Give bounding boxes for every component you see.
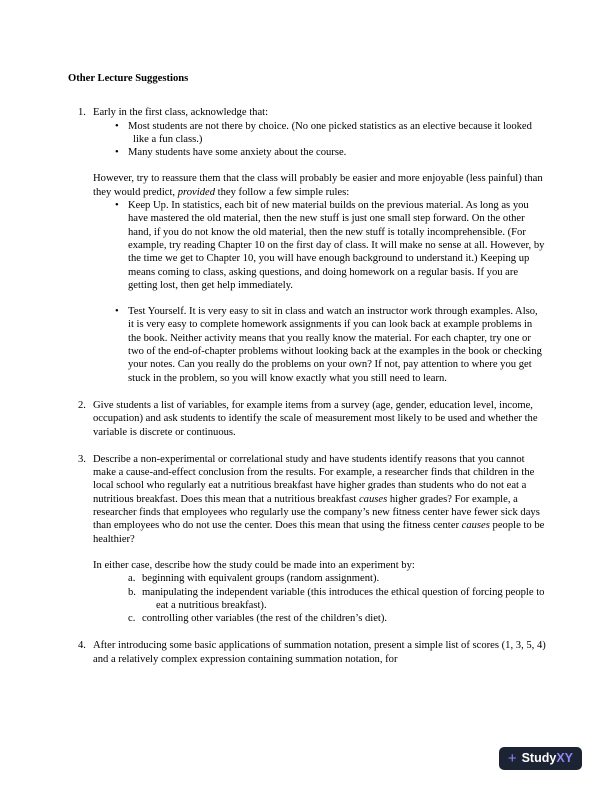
text-segment-italic: provided <box>177 186 215 198</box>
text-segment-italic: causes <box>461 520 490 532</box>
lettered-list <box>128 572 546 625</box>
text-segment: people to be healthier? <box>93 520 545 545</box>
list-item-3-content <box>93 453 546 626</box>
page-title: Other Lecture Suggestions <box>68 73 189 84</box>
bullet-text: Test Yourself. It is very easy to sit in class and watch an instructor work through examples. Also, it is very easy to complete homework assignments if you can look back at example problems in the book. Neither activity means that you really know the material. For each chapter, try one or two of the end-of-chapter problems without looking back at the examples in the book or checking your notes. Can you really do the problems on your own? If not, pay attention to where you get stuck in the problem, so you will know exactly what you still need to learn. <box>128 306 542 384</box>
bullet-marker: • <box>115 200 119 212</box>
list-number-4: 4. <box>78 640 86 652</box>
logo-text-study: Study <box>521 750 557 765</box>
plus-icon: + <box>507 750 517 767</box>
lettered-item-text: beginning with equivalent groups (random assignment). <box>142 573 380 585</box>
lettered-item-text: manipulating the independent variable (this introduces the ethical question of forcing people to eat a nutritious breakfast). <box>142 586 545 611</box>
bullet-list-acknowledge <box>93 120 546 160</box>
bullet-list-rules <box>93 199 546 385</box>
bullet-marker: • <box>115 306 119 318</box>
list-item-2-content <box>93 399 546 439</box>
lettered-item-a <box>128 572 546 585</box>
lettered-item-label: b. <box>128 586 136 598</box>
list-item-4-content <box>93 639 546 666</box>
bullet-item <box>115 120 546 147</box>
bullet-item-keep-up <box>115 199 546 292</box>
list-item-4 <box>68 639 546 666</box>
list-number-1: 1. <box>78 107 86 119</box>
bullet-text: Keep Up. In statistics, each bit of new material builds on the previous material. As long as you have mastered the old material, then the new stuff is just one small step forward. On the other hand, if you do not know the old material, then the new stuff is totally incomprehensible. (For example, try reading Chapter 10 on the first day of class. It will make no sense at all. However, by the time we get to Chapter 10, you will have enough background to understand it.) Keeping up means coming to class, asking questions, and doing homework on a regular basis. If you are getting lost, then get help immediately. <box>128 200 545 291</box>
item2-text: Give students a list of variables, for example items from a survey (age, gender, education level, income, occupation) and ask students to identify the scale of measurement most likely to be used and whether the variable is discrete or continuous. <box>93 399 538 438</box>
list-item-1-content <box>93 106 546 385</box>
list-item-3 <box>68 453 546 626</box>
text-segment-italic: causes <box>358 493 388 505</box>
text-segment: higher grades? For example, a researcher finds that employees who regularly use the company’s new fitness center have fewer sick days than employees who do not use the center. Does this mean that using the fitness center <box>93 493 540 532</box>
bullet-text: Many students have some anxiety about the course. <box>128 147 347 159</box>
logo-text <box>522 752 573 765</box>
list-item-1 <box>68 106 546 385</box>
bullet-marker: • <box>115 120 119 132</box>
list-item-2 <box>68 399 546 439</box>
text-segment: However, try to reassure them that the class will probably be easier and more enjoyable (less painful) than they would predict, <box>93 173 543 198</box>
text-segment: Describe a non-experimental or correlational study and have students identify reasons that you cannot make a cause-and-effect conclusion from the results. For example, a researcher finds that children in the local school who regularly eat a nutritious breakfast have higher grades than students who do not eat a nutritious breakfast. Does this mean that a nutritious breakfast <box>93 453 535 505</box>
item1-intro: Early in the first class, acknowledge that: <box>93 107 269 119</box>
text-segment: they follow a few simple rules: <box>215 186 350 198</box>
bullet-text: Most students are not there by choice. (No one picked statistics as an elective because it looked like a fun class.) <box>128 120 532 145</box>
bullet-item-test-yourself <box>115 305 546 385</box>
item3-either-case: In either case, describe how the study could be made into an experiment by: <box>93 559 415 571</box>
list-number-3: 3. <box>78 453 86 465</box>
lettered-item-text: controlling other variables (the rest of the children’s diet). <box>142 613 388 625</box>
studyxy-logo <box>499 747 582 770</box>
item3-paragraph <box>93 453 546 546</box>
item1-reassure-paragraph <box>93 172 546 199</box>
bullet-marker: • <box>115 147 119 159</box>
lettered-item-label: a. <box>128 573 136 585</box>
lettered-item-b <box>128 586 546 613</box>
lettered-item-c <box>128 612 546 625</box>
list-number-2: 2. <box>78 399 86 411</box>
lettered-item-label: c. <box>128 613 136 625</box>
bullet-item <box>115 146 546 159</box>
logo-text-xy: XY <box>556 750 573 765</box>
item4-text: After introducing some basic applications of summation notation, present a simple list of scores (1, 3, 5, 4) and a relatively complex expression containing summation notation, for <box>93 640 546 665</box>
